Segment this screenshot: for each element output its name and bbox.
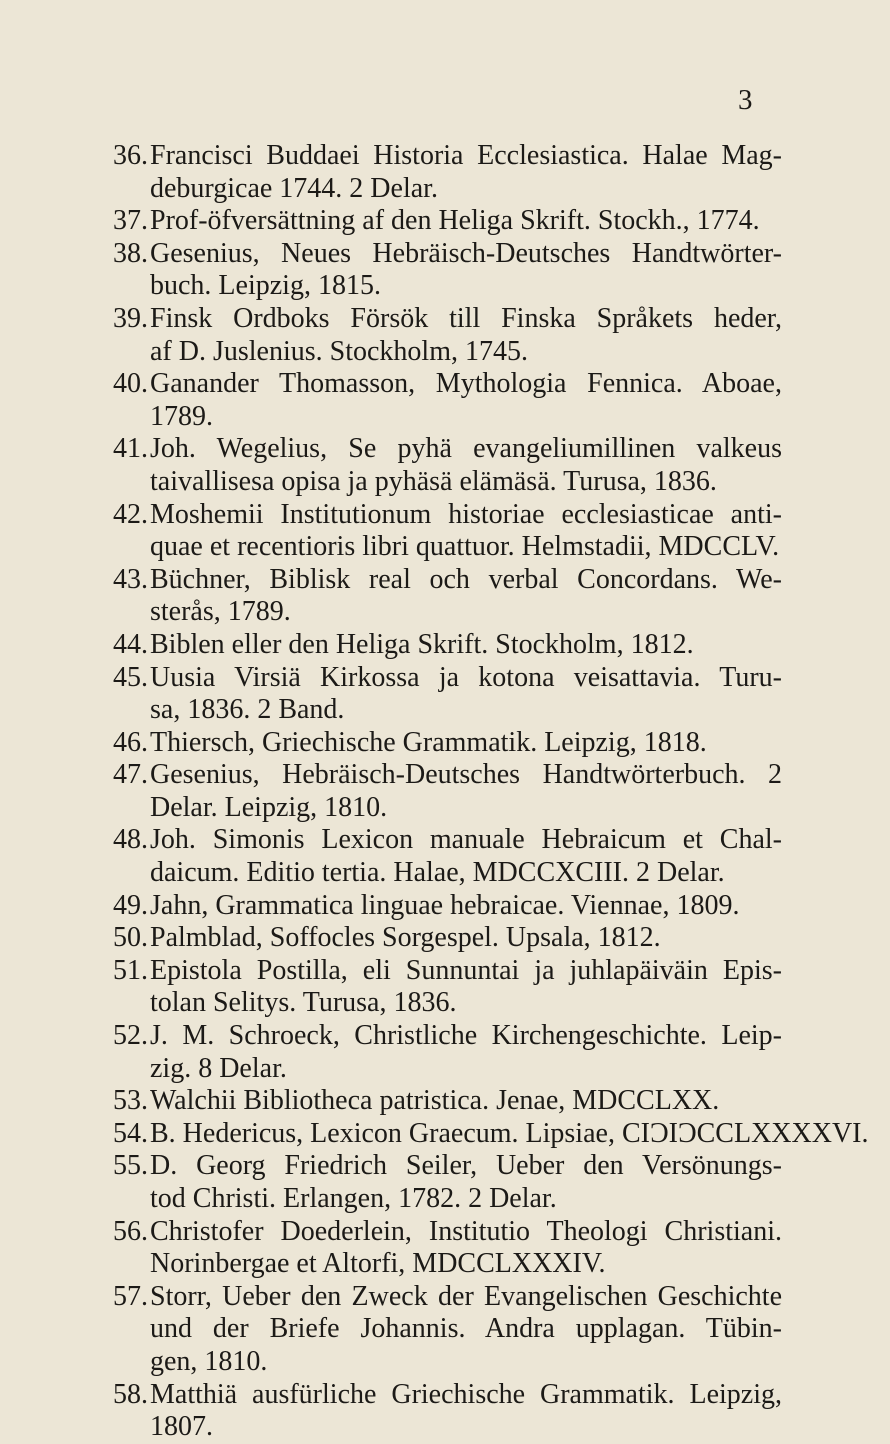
entry-text (150, 368, 782, 433)
entry-number: 57. (113, 1280, 148, 1312)
entry-line: B. Hedericus, Lexicon Graecum. Lipsiae, CIƆIƆCCLXXXXVI. (150, 1117, 869, 1149)
entry-number: 53. (113, 1085, 148, 1117)
bibliography-entry (0, 727, 890, 760)
entry-line: buch. Leipzig, 1815. (150, 270, 381, 302)
entry-number: 39. (113, 302, 148, 334)
bibliography-list (0, 140, 890, 1444)
entry-number: 48. (113, 824, 148, 856)
bibliography-entry (0, 238, 890, 303)
page-number: 3 (738, 84, 753, 116)
entry-line: 1807. (150, 1411, 213, 1443)
bibliography-entry (0, 1150, 890, 1215)
entry-line: J. M. Schroeck, Christliche Kirchengeschichte. Leip- (150, 1020, 782, 1052)
entry-line: und der Briefe Johannis. Andra upplagan. Tübin- (150, 1313, 782, 1345)
entry-text (150, 1379, 782, 1444)
entry-text (150, 662, 782, 727)
bibliography-entry (0, 1085, 890, 1118)
entry-line: Biblen eller den Heliga Skrift. Stockholm, 1812. (150, 628, 694, 660)
bibliography-entry (0, 890, 890, 923)
entry-line: deburgicae 1744. 2 Delar. (150, 172, 438, 204)
entry-text (150, 433, 782, 498)
entry-number: 45. (113, 661, 148, 693)
entry-line: Prof-öfversättning af den Heliga Skrift. Stockh., 1774. (150, 205, 760, 237)
entry-number: 36. (113, 140, 148, 171)
entry-line: Norinbergae et Altorfi, MDCCLXXXIV. (150, 1248, 606, 1280)
entry-number: 50. (113, 922, 148, 954)
entry-number: 42. (113, 498, 148, 530)
entry-line: tolan Selitys. Turusa, 1836. (150, 987, 457, 1019)
entry-text (150, 499, 782, 564)
bibliography-entry (0, 1118, 890, 1151)
bibliography-entry (0, 955, 890, 1020)
bibliography-entry (0, 629, 890, 662)
bibliography-entry (0, 1020, 890, 1085)
entry-text (150, 140, 782, 205)
bibliography-entry (0, 564, 890, 629)
entry-line: Moshemii Institutionum historiae ecclesiasticae anti- (150, 498, 782, 530)
entry-line: Storr, Ueber den Zweck der Evangelischen Geschichte (150, 1280, 782, 1312)
entry-number: 56. (113, 1215, 148, 1247)
entry-number: 49. (113, 889, 148, 921)
entry-text (150, 759, 782, 824)
entry-line: Joh. Wegelius, Se pyhä evangeliumillinen valkeus (150, 433, 782, 465)
entry-text (150, 564, 782, 629)
bibliography-entry (0, 1216, 890, 1281)
entry-text (150, 1117, 869, 1151)
entry-text (150, 205, 782, 238)
entry-line: Gesenius, Neues Hebräisch-Deutsches Handtwörter- (150, 237, 782, 269)
bibliography-entry (0, 1379, 890, 1444)
entry-line: taivallisesa opisa ja pyhäsä elämäsä. Turusa, 1836. (150, 465, 717, 497)
entry-number: 46. (113, 726, 148, 758)
bibliography-entry (0, 499, 890, 564)
entry-text (150, 727, 782, 760)
entry-line: Delar. Leipzig, 1810. (150, 791, 388, 823)
bibliography-entry (0, 433, 890, 498)
entry-line: zig. 8 Delar. (150, 1052, 287, 1084)
bibliography-entry (0, 662, 890, 727)
bibliography-entry (0, 1281, 890, 1379)
entry-line: Gesenius, Hebräisch-Deutsches Handtwörterbuch. 2 (150, 759, 782, 791)
entry-number: 47. (113, 759, 148, 791)
entry-text (150, 1085, 782, 1118)
entry-line: Ganander Thomasson, Mythologia Fennica. Aboae, (150, 368, 782, 400)
bibliography-entry (0, 140, 890, 205)
entry-text (150, 1020, 782, 1085)
entry-line: Finsk Ordboks Försök till Finska Språkets heder, (150, 302, 782, 334)
entry-text (150, 1216, 782, 1281)
entry-number: 37. (113, 205, 148, 237)
bibliography-entry (0, 303, 890, 368)
bibliography-entry (0, 368, 890, 433)
entry-number: 44. (113, 628, 148, 660)
entry-line: Uusia Virsiä Kirkossa ja kotona veisattavia. Turu- (150, 661, 782, 693)
entry-text (150, 824, 782, 889)
entry-number: 55. (113, 1150, 148, 1182)
entry-line: Thiersch, Griechische Grammatik. Leipzig, 1818. (150, 726, 707, 758)
entry-number: 58. (113, 1378, 148, 1410)
entry-number: 40. (113, 368, 148, 400)
bibliography-entry (0, 824, 890, 889)
entry-line: sterås, 1789. (150, 596, 291, 628)
entry-line: Francisci Buddaei Historia Ecclesiastica. Halae Mag- (150, 140, 782, 171)
entry-number: 52. (113, 1020, 148, 1052)
bibliography-entry (0, 759, 890, 824)
entry-text (150, 890, 782, 923)
entry-line: Jahn, Grammatica linguae hebraicae. Viennae, 1809. (150, 889, 740, 921)
entry-text (150, 1150, 782, 1215)
entry-line: Epistola Postilla, eli Sunnuntai ja juhlapäiväin Epis- (150, 954, 782, 986)
entry-line: 1789. (150, 400, 213, 432)
entry-line: quae et recentioris libri quattuor. Helmstadii, MDCCLV. (150, 531, 780, 563)
entry-text (150, 303, 782, 368)
entry-text (150, 922, 782, 955)
entry-line: Büchner, Biblisk real och verbal Concordans. We- (150, 563, 782, 595)
entry-line: tod Christi. Erlangen, 1782. 2 Delar. (150, 1183, 557, 1214)
entry-line: gen, 1810. (150, 1345, 268, 1377)
entry-number: 41. (113, 433, 148, 465)
entry-line: Palmblad, Soffocles Sorgespel. Upsala, 1812. (150, 922, 661, 954)
entry-line: Matthiä ausfürliche Griechische Grammatik. Leipzig, (150, 1378, 782, 1410)
entry-number: 54. (113, 1117, 148, 1149)
entry-line: af D. Juslenius. Stockholm, 1745. (150, 335, 528, 367)
entry-line: Joh. Simonis Lexicon manuale Hebraicum et Chal- (150, 824, 782, 856)
entry-number: 43. (113, 563, 148, 595)
bibliography-entry (0, 205, 890, 238)
entry-number: 38. (113, 237, 148, 269)
entry-line: Walchii Bibliotheca patristica. Jenae, MDCCLXX. (150, 1085, 720, 1117)
entry-text (150, 955, 782, 1020)
bibliography-entry (0, 922, 890, 955)
entry-text (150, 1281, 782, 1379)
entry-line: D. Georg Friedrich Seiler, Ueber den Versönungs- (150, 1150, 782, 1182)
entry-text (150, 629, 782, 662)
entry-number: 51. (113, 954, 148, 986)
entry-text (150, 238, 782, 303)
entry-line: sa, 1836. 2 Band. (150, 694, 345, 726)
entry-line: Christofer Doederlein, Institutio Theologi Christiani. (150, 1215, 782, 1247)
entry-line: daicum. Editio tertia. Halae, MDCCXCIII. 2 Delar. (150, 857, 725, 889)
